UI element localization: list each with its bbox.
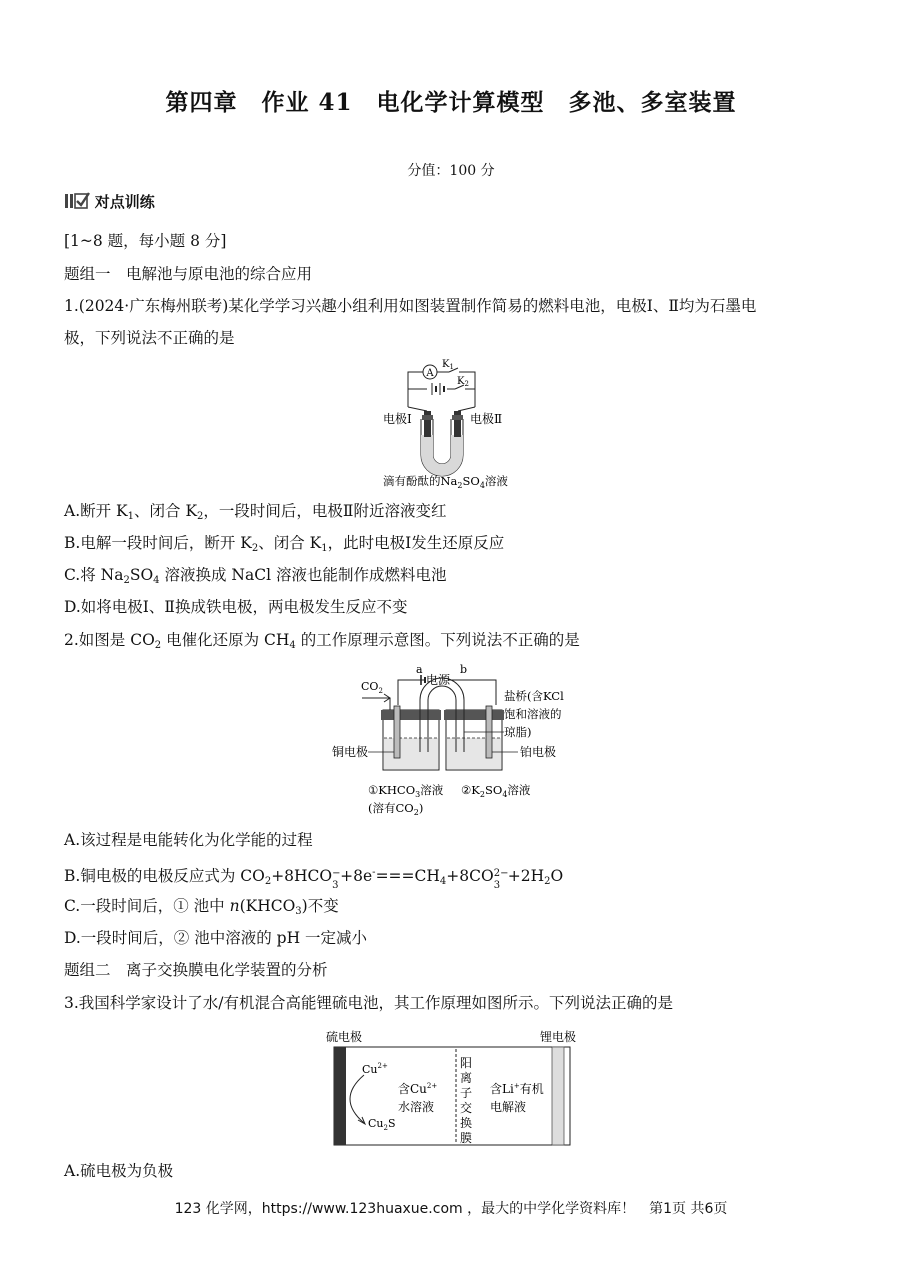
cu2s-label: $Cu_2S$ xyxy=(368,1117,396,1132)
organic-label-2: 电解液 xyxy=(490,1100,527,1114)
score-label: 分值：100 分 xyxy=(407,163,495,179)
q1-stem-line2: 极，下列说法不正确的是 xyxy=(64,329,235,347)
membrane-char-4: 交 xyxy=(460,1101,473,1115)
terminal-a-label: a xyxy=(416,663,423,676)
page-footer: 123 化学网，https://www.123huaxue.com ，最大的中学化学资料库！ 第1页 共6页 xyxy=(174,1201,728,1217)
q2-stem: 2.如图是 $CO_2$ 电催化还原为 $CH_4$ 的工作原理示意图。下列说法不正确的是 xyxy=(64,631,580,651)
q1-option-c: C.将 $Na_2SO_4$ 溶液换成 NaCl 溶液也能制作成燃料电池 xyxy=(64,566,447,586)
q1-figure xyxy=(375,355,535,491)
k1-label: $K_1$ xyxy=(442,359,454,371)
q3-stem: 3.我国科学家设计了水/有机混合高能锂硫电池，其工作原理如图所示。下列说法正确的是 xyxy=(64,994,674,1012)
q2-figure xyxy=(328,660,578,820)
membrane-char-2: 离 xyxy=(460,1071,473,1085)
solution-1-note: (溶有$CO_2$) xyxy=(368,801,424,817)
q1-option-b: B.电解一段时间后，断开 $K_2$、闭合 $K_1$，此时电极Ⅰ发生还原反应 xyxy=(64,534,505,554)
organic-label-1: 含Li+有机 xyxy=(490,1082,544,1096)
q1-option-d: D.如将电极Ⅰ、Ⅱ换成铁电极，两电极发生反应不变 xyxy=(64,598,408,616)
membrane-char-6: 膜 xyxy=(460,1131,473,1145)
electrode-2-label: 电极Ⅱ xyxy=(470,412,503,426)
k2-label: $K_2$ xyxy=(457,376,469,388)
lithium-electrode-label: 锂电极 xyxy=(540,1030,577,1044)
platinum-electrode-label: 铂电极 xyxy=(520,745,557,759)
co2-label: $CO_2$ xyxy=(361,680,383,695)
solution-1-label: $①KHCO_3$溶液 xyxy=(368,783,444,799)
terminal-b-label: b xyxy=(460,663,468,676)
membrane-char-1: 阳 xyxy=(460,1056,473,1070)
copper-electrode-label: 铜电极 xyxy=(332,745,369,759)
q2-option-d: D.一段时间后，② 池中溶液的 pH 一定减小 xyxy=(64,929,368,947)
sulfur-electrode-label: 硫电极 xyxy=(326,1030,363,1044)
q2-option-a: A.该过程是电能转化为化学能的过程 xyxy=(64,831,313,849)
q1-option-a: A.断开 $K_1$、闭合 $K_2$，一段时间后，电极Ⅱ附近溶液变红 xyxy=(64,502,447,522)
page-title: 第四章 作业 41 电化学计算模型 多池、多室装置 xyxy=(165,89,737,116)
salt-bridge-label-3: 琼脂) xyxy=(504,725,532,739)
points-note: [1~8 题，每小题 8 分] xyxy=(64,232,227,250)
aqueous-label-1: 含$Cu^{2+}$ xyxy=(398,1082,438,1096)
q3-figure xyxy=(322,1027,584,1151)
section-heading-text: 对点训练 xyxy=(94,193,155,211)
aqueous-label-2: 水溶液 xyxy=(398,1100,435,1114)
power-source-label: 电源 xyxy=(426,673,451,687)
cu2-ion-label: $Cu^{2+}$ xyxy=(362,1062,388,1076)
group-title-1: 题组一 电解池与原电池的综合应用 xyxy=(64,265,313,283)
salt-bridge-label-1: 盐桥(含KCl xyxy=(504,689,564,703)
ammeter-label: A xyxy=(426,368,434,379)
q3-option-a: A.硫电极为负极 xyxy=(64,1162,174,1180)
q2-option-c: C.一段时间后，① 池中 $n(KHCO_3)$不变 xyxy=(64,897,339,917)
q2-option-b: B.铜电极的电极反应式为 $CO_2+8HCO$ − 3 $+8e^-===CH_4+8CO$ 2− 3 $+2H_2O$ xyxy=(64,867,564,891)
group-title-2: 题组二 离子交换膜电化学装置的分析 xyxy=(64,961,328,979)
membrane-char-5: 换 xyxy=(460,1116,473,1130)
q1-figure-caption: 滴有酚酞的$Na_2SO_4$溶液 xyxy=(383,474,508,490)
electrode-1-label: 电极Ⅰ xyxy=(383,412,412,426)
salt-bridge-label-2: 饱和溶液的 xyxy=(504,707,562,721)
solution-2-label: $②K_2SO_4$溶液 xyxy=(461,783,531,799)
section-heading xyxy=(64,191,155,212)
q1-stem-line1: 1.(2024·广东梅州联考)某化学学习兴趣小组利用如图装置制作简易的燃料电池，电极Ⅰ、Ⅱ均为石墨电 xyxy=(64,297,757,315)
check-icon xyxy=(64,192,90,210)
membrane-char-3: 子 xyxy=(460,1086,473,1100)
